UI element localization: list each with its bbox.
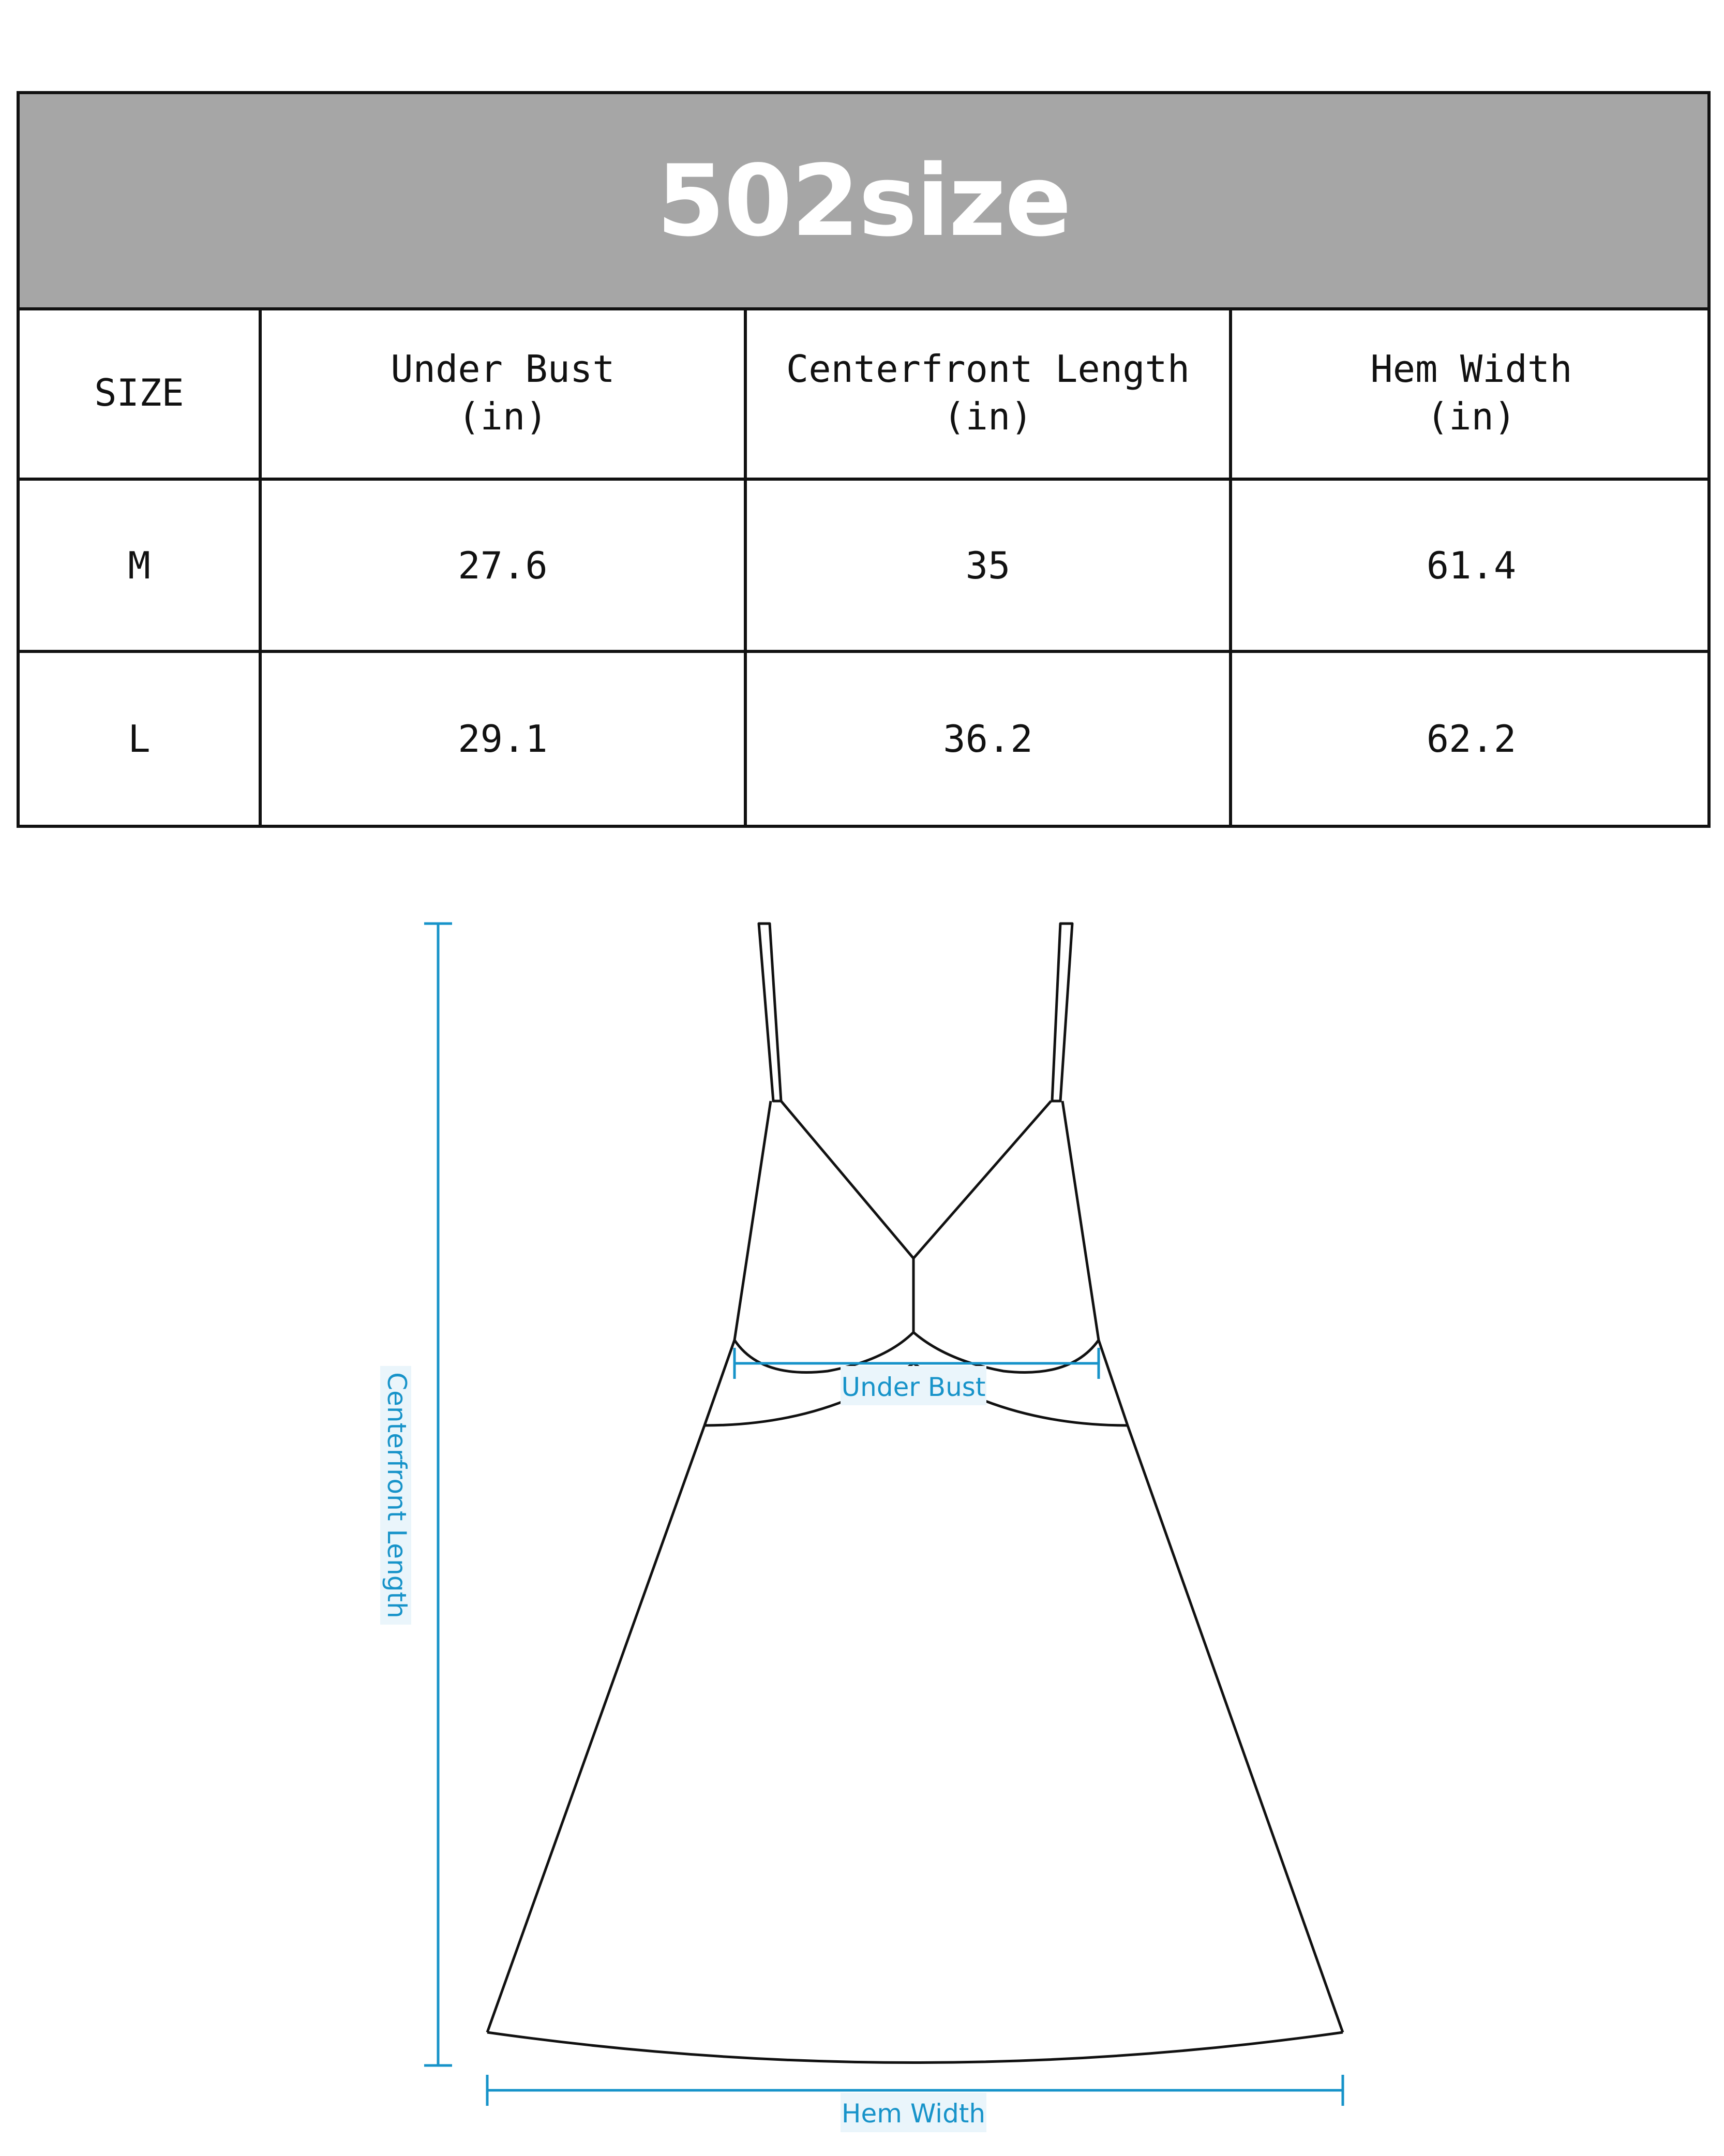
right-cup-outline <box>1062 1101 1099 1340</box>
centerfront-length-label: Centerfront Length <box>382 1372 412 1618</box>
header-hem-width-label: Hem Width <box>1370 347 1572 391</box>
size-chart-title: 502size <box>656 143 1071 258</box>
table-cell-hem-width: 62.2 <box>1426 717 1517 761</box>
header-hem-width <box>1232 307 1711 478</box>
left-strap <box>759 924 781 1101</box>
garment-diagram <box>0 880 1724 2156</box>
header-under-bust-unit: (in) <box>458 394 548 438</box>
table-cell-centerfront-length: 35 <box>965 543 1011 587</box>
table-cell-under-bust: 27.6 <box>458 543 548 587</box>
under-bust-label: Under Bust <box>841 1372 986 1402</box>
header-size-label: SIZE <box>94 370 184 414</box>
size-table <box>17 307 1711 828</box>
skirt-left-side <box>487 1425 704 2032</box>
table-cell-hem-width: 61.4 <box>1426 543 1517 587</box>
header-size <box>20 307 259 478</box>
header-under-bust <box>262 307 744 478</box>
header-hem-width-unit: (in) <box>1426 394 1517 438</box>
header-centerfront-length-label: Centerfront Length <box>786 347 1190 391</box>
table-cell-under-bust: 29.1 <box>458 717 548 761</box>
header-centerfront-length-unit: (in) <box>943 394 1033 438</box>
size-chart-title-bar <box>17 91 1711 310</box>
right-strap <box>1052 924 1072 1101</box>
left-cup-outline <box>734 1101 771 1340</box>
v-neckline <box>781 1101 1051 1258</box>
header-under-bust-label: Under Bust <box>391 347 615 391</box>
band-right-side <box>1099 1340 1128 1425</box>
table-cell-centerfront-length: 36.2 <box>943 717 1033 761</box>
band-left-side <box>704 1340 734 1425</box>
hem-width-label: Hem Width <box>841 2099 986 2129</box>
skirt-right-side <box>1128 1425 1343 2032</box>
table-cell-size: M <box>128 543 151 587</box>
table-cell-size: L <box>128 717 151 761</box>
hem-line <box>487 2032 1343 2063</box>
header-centerfront-length <box>747 307 1229 478</box>
